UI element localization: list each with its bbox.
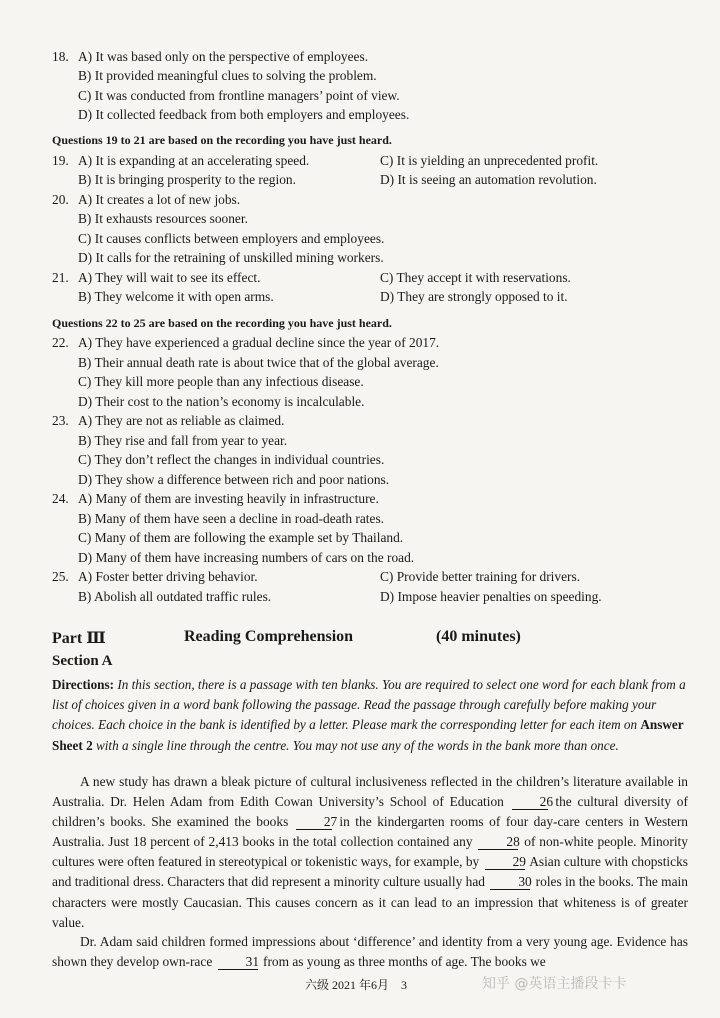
passage-text: A new study has drawn a bleak picture of cultural inclusiveness reflected in the children’s literature available in Australia. Dr. Helen Adam from Edith Cowan University’s School of Education: [52, 774, 688, 810]
option-d: D) They show a difference between rich and poor nations.: [78, 472, 390, 487]
option-a: A) Many of them are investing heavily in infrastructure.: [78, 491, 379, 506]
watermark: 知乎 @英语主播段卡卡: [482, 976, 627, 992]
directions-text-end: with a single line through the centre. You may not use any of the words in the bank more than once.: [92, 737, 619, 753]
option-b: B) They welcome it with open arms.: [78, 289, 274, 304]
option-b: B) Their annual death rate is about twice that of the global average.: [78, 355, 439, 370]
passage-text: roles in the books. The main characters were mostly Caucasian. This causes concern as it can lead to an impression that whiteness is of greater value.: [52, 874, 688, 930]
passage-text: in the kindergarten rooms of four day-care centers in Western Australia. Just 18 percent of 2,413 books in the total collection contained any: [52, 814, 688, 850]
question-number: 20.: [52, 192, 69, 207]
option-b: B) They rise and fall from year to year.: [78, 433, 288, 448]
option-a: A) It creates a lot of new jobs.: [78, 192, 241, 207]
blank-27[interactable]: 27: [296, 814, 332, 830]
option-a: A) Foster better driving behavior.: [78, 569, 258, 584]
option-a: A) It was based only on the perspective of employees.: [78, 49, 369, 64]
part-time: (40 minutes): [436, 628, 521, 645]
option-c: C) It was conducted from frontline managers’ point of view.: [78, 88, 400, 103]
passage-text: Asian culture with chopsticks and traditional dress. Characters that did represent a minority culture usually had: [52, 854, 689, 890]
option-a: A) They are not as reliable as claimed.: [78, 413, 285, 428]
option-c: C) Many of them are following the example set by Thailand.: [78, 530, 404, 545]
option-b: B) Abolish all outdated traffic rules.: [78, 589, 272, 604]
blank-31[interactable]: 31: [218, 954, 258, 970]
option-c: C) It is yielding an unprecedented profit.: [380, 153, 599, 168]
option-d: D) It is seeing an automation revolution.: [380, 172, 597, 187]
option-d: D) It collected feedback from both employers and employees.: [78, 107, 410, 122]
option-d: D) They are strongly opposed to it.: [380, 289, 568, 304]
question-group-header: Questions 22 to 25 are based on the recording you have just heard.: [52, 316, 392, 330]
option-c: C) They accept it with reservations.: [380, 270, 571, 285]
passage-text: from as young as three months of age. The books we: [262, 954, 546, 970]
directions-label: Directions:: [52, 677, 115, 692]
option-b: B) It exhausts resources sooner.: [78, 211, 248, 226]
page-footer: 六级 2021 年6月 3: [305, 978, 408, 992]
option-a: A) It is expanding at an accelerating speed.: [78, 153, 310, 168]
blank-29[interactable]: 29: [485, 854, 525, 870]
question-number: 19.: [52, 153, 69, 168]
question-number: 18.: [52, 49, 69, 64]
passage-text: of non-white people. Minority cultures were often featured in stereotypical or tokenistic ways, for example, by: [52, 834, 688, 870]
question-group-header: Questions 19 to 21 are based on the recording you have just heard.: [52, 133, 392, 147]
part-title: Reading Comprehension: [184, 628, 354, 645]
option-c: C) They kill more people than any infectious disease.: [78, 374, 364, 389]
option-d: D) It calls for the retraining of unskilled mining workers.: [78, 250, 384, 265]
option-d: D) Many of them have increasing numbers of cars on the road.: [78, 550, 415, 565]
option-a: A) They will wait to see its effect.: [78, 270, 261, 285]
option-c: C) It causes conflicts between employers and employees.: [78, 231, 385, 246]
option-c: C) They don’t reflect the changes in individual countries.: [78, 452, 385, 467]
option-b: B) Many of them have seen a decline in road-death rates.: [78, 511, 385, 526]
answer-sheet-ref: Answer Sheet 2: [52, 717, 684, 753]
section-heading: Section A: [52, 653, 113, 669]
question-number: 25.: [52, 569, 69, 584]
question-number: 22.: [52, 335, 69, 350]
option-c: C) Provide better training for drivers.: [380, 569, 581, 584]
passage-paragraph-2: [52, 932, 688, 972]
part-label: Part Ⅲ: [52, 630, 106, 647]
passage-paragraph-1: [52, 772, 688, 933]
option-a: A) They have experienced a gradual decline since the year of 2017.: [78, 335, 440, 350]
blank-28[interactable]: 28: [478, 834, 518, 850]
option-b: B) It is bringing prosperity to the region.: [78, 172, 296, 187]
directions-text: In this section, there is a passage with ten blanks. You are required to select one word for each blank from a list of choices given in a word bank following the passage. Read the passage through carefully before making your choices. Each choice in the bank is identified by a letter. Please mark the corresponding letter for each item on: [52, 677, 686, 733]
passage-text: Dr. Adam said children formed impressions about ‘difference’ and identity from a very young age. Evidence has shown they develop own-race: [52, 934, 688, 970]
blank-30[interactable]: 30: [490, 874, 530, 890]
blank-26[interactable]: 26: [512, 794, 548, 810]
option-b: B) It provided meaningful clues to solving the problem.: [78, 68, 377, 83]
question-number: 23.: [52, 413, 69, 428]
directions: [52, 675, 688, 756]
passage-text: the cultural diversity of children’s books. She examined the books: [52, 794, 688, 830]
option-d: D) Their cost to the nation’s economy is incalculable.: [78, 394, 365, 409]
question-number: 24.: [52, 491, 69, 506]
question-number: 21.: [52, 270, 69, 285]
option-d: D) Impose heavier penalties on speeding.: [380, 589, 602, 604]
